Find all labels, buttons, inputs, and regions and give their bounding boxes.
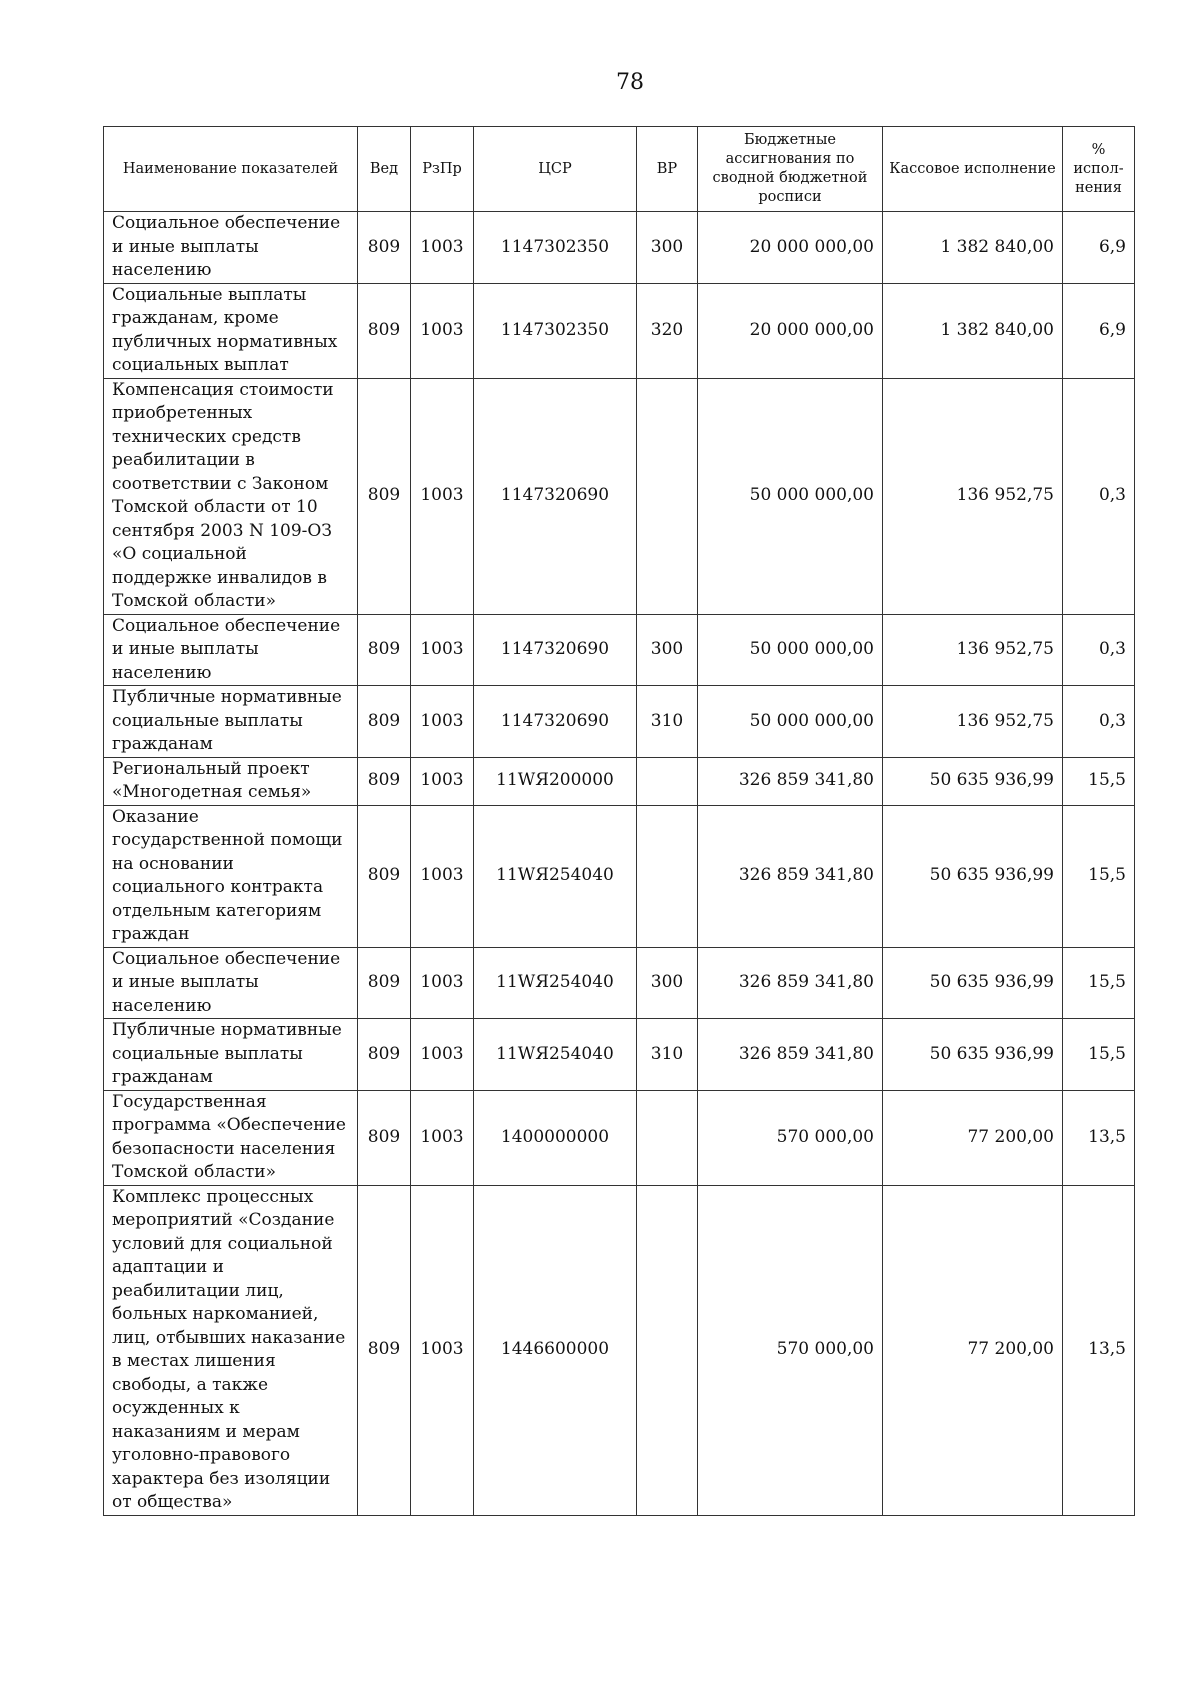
cell-ved: 809: [358, 947, 411, 1019]
cell-vr: 300: [637, 947, 698, 1019]
table-header-row: [104, 127, 1135, 212]
cell-percent: 0,3: [1063, 614, 1135, 686]
cell-rzpr: 1003: [411, 1185, 474, 1515]
cell-vr: 300: [637, 614, 698, 686]
cell-ved: 809: [358, 212, 411, 284]
cell-budget: 50 000 000,00: [698, 614, 883, 686]
cell-cash: 136 952,75: [883, 614, 1063, 686]
cell-rzpr: 1003: [411, 614, 474, 686]
cell-rzpr: 1003: [411, 378, 474, 614]
cell-vr: 300: [637, 212, 698, 284]
cell-name: Оказание государственной помощи на основании социального контракта отдельным категориям граждан: [104, 805, 358, 947]
cell-name: Компенсация стоимости приобретенных технических средств реабилитации в соответствии с Законом Томской области от 10 сентября 2003 N 109-ОЗ «О социальной поддержке инвалидов в Томской области»: [104, 378, 358, 614]
cell-rzpr: 1003: [411, 686, 474, 758]
cell-vr: 320: [637, 283, 698, 378]
cell-percent: 0,3: [1063, 378, 1135, 614]
cell-name: Публичные нормативные социальные выплаты гражданам: [104, 686, 358, 758]
page-number: 78: [616, 70, 644, 95]
table-row: [104, 283, 1135, 378]
cell-percent: 15,5: [1063, 1019, 1135, 1091]
table-row: [104, 1185, 1135, 1515]
cell-csr: 1147302350: [474, 212, 637, 284]
cell-percent: 13,5: [1063, 1090, 1135, 1185]
cell-name: Социальные выплаты гражданам, кроме публичных нормативных социальных выплат: [104, 283, 358, 378]
cell-rzpr: 1003: [411, 947, 474, 1019]
header-vr: ВР: [637, 127, 698, 212]
table-row: [104, 757, 1135, 805]
cell-csr: 1147320690: [474, 614, 637, 686]
cell-budget: 326 859 341,80: [698, 1019, 883, 1091]
header-ved: Вед: [358, 127, 411, 212]
cell-vr: 310: [637, 1019, 698, 1091]
cell-budget: 50 000 000,00: [698, 378, 883, 614]
cell-percent: 15,5: [1063, 947, 1135, 1019]
cell-percent: 0,3: [1063, 686, 1135, 758]
cell-cash: 136 952,75: [883, 686, 1063, 758]
table-row: [104, 1019, 1135, 1091]
header-budget: Бюджетные ассигнования по сводной бюджетной росписи: [698, 127, 883, 212]
cell-vr: 310: [637, 686, 698, 758]
cell-budget: 570 000,00: [698, 1090, 883, 1185]
cell-ved: 809: [358, 283, 411, 378]
cell-cash: 1 382 840,00: [883, 212, 1063, 284]
cell-name: Государственная программа «Обеспечение безопасности населения Томской области»: [104, 1090, 358, 1185]
cell-percent: 6,9: [1063, 212, 1135, 284]
cell-cash: 50 635 936,99: [883, 757, 1063, 805]
cell-budget: 326 859 341,80: [698, 947, 883, 1019]
table-row: [104, 1090, 1135, 1185]
cell-cash: 50 635 936,99: [883, 947, 1063, 1019]
cell-ved: 809: [358, 378, 411, 614]
cell-cash: 77 200,00: [883, 1185, 1063, 1515]
cell-rzpr: 1003: [411, 212, 474, 284]
cell-name: Региональный проект «Многодетная семья»: [104, 757, 358, 805]
cell-rzpr: 1003: [411, 757, 474, 805]
cell-ved: 809: [358, 1090, 411, 1185]
cell-cash: 50 635 936,99: [883, 1019, 1063, 1091]
cell-csr: 11WЯ254040: [474, 1019, 637, 1091]
cell-budget: 326 859 341,80: [698, 757, 883, 805]
cell-name: Комплекс процессных мероприятий «Создание условий для социальной адаптации и реабилитации лиц, больных наркоманией, лиц, отбывших наказание в местах лишения свободы, а также осужденных к наказаниям и мерам уголовно-правового характера без изоляции от общества»: [104, 1185, 358, 1515]
cell-csr: 11WЯ254040: [474, 805, 637, 947]
header-percent: % испол-нения: [1063, 127, 1135, 212]
table-row: [104, 947, 1135, 1019]
cell-name: Социальное обеспечение и иные выплаты населению: [104, 614, 358, 686]
cell-csr: 1400000000: [474, 1090, 637, 1185]
cell-ved: 809: [358, 805, 411, 947]
header-name: Наименование показателей: [104, 127, 358, 212]
cell-csr: 11WЯ254040: [474, 947, 637, 1019]
table-row: [104, 686, 1135, 758]
budget-execution-table: [103, 126, 1135, 1516]
cell-budget: 326 859 341,80: [698, 805, 883, 947]
cell-csr: 1147320690: [474, 686, 637, 758]
cell-cash: 136 952,75: [883, 378, 1063, 614]
header-cash: Кассовое исполнение: [883, 127, 1063, 212]
cell-budget: 570 000,00: [698, 1185, 883, 1515]
cell-ved: 809: [358, 686, 411, 758]
cell-vr: [637, 805, 698, 947]
cell-csr: 1446600000: [474, 1185, 637, 1515]
cell-name: Социальное обеспечение и иные выплаты населению: [104, 947, 358, 1019]
cell-rzpr: 1003: [411, 1019, 474, 1091]
cell-budget: 20 000 000,00: [698, 212, 883, 284]
header-csr: ЦСР: [474, 127, 637, 212]
cell-ved: 809: [358, 757, 411, 805]
cell-ved: 809: [358, 614, 411, 686]
header-rzpr: РзПр: [411, 127, 474, 212]
cell-ved: 809: [358, 1019, 411, 1091]
cell-rzpr: 1003: [411, 1090, 474, 1185]
table-row: [104, 378, 1135, 614]
cell-vr: [637, 1090, 698, 1185]
cell-cash: 50 635 936,99: [883, 805, 1063, 947]
cell-percent: 15,5: [1063, 757, 1135, 805]
cell-percent: 13,5: [1063, 1185, 1135, 1515]
cell-cash: 77 200,00: [883, 1090, 1063, 1185]
cell-budget: 20 000 000,00: [698, 283, 883, 378]
cell-rzpr: 1003: [411, 283, 474, 378]
cell-cash: 1 382 840,00: [883, 283, 1063, 378]
cell-percent: 15,5: [1063, 805, 1135, 947]
table-row: [104, 212, 1135, 284]
cell-vr: [637, 378, 698, 614]
cell-vr: [637, 1185, 698, 1515]
cell-csr: 1147320690: [474, 378, 637, 614]
cell-csr: 1147302350: [474, 283, 637, 378]
cell-ved: 809: [358, 1185, 411, 1515]
table-row: [104, 614, 1135, 686]
cell-budget: 50 000 000,00: [698, 686, 883, 758]
cell-name: Социальное обеспечение и иные выплаты населению: [104, 212, 358, 284]
cell-vr: [637, 757, 698, 805]
cell-percent: 6,9: [1063, 283, 1135, 378]
table-row: [104, 805, 1135, 947]
cell-name: Публичные нормативные социальные выплаты гражданам: [104, 1019, 358, 1091]
cell-rzpr: 1003: [411, 805, 474, 947]
cell-csr: 11WЯ200000: [474, 757, 637, 805]
